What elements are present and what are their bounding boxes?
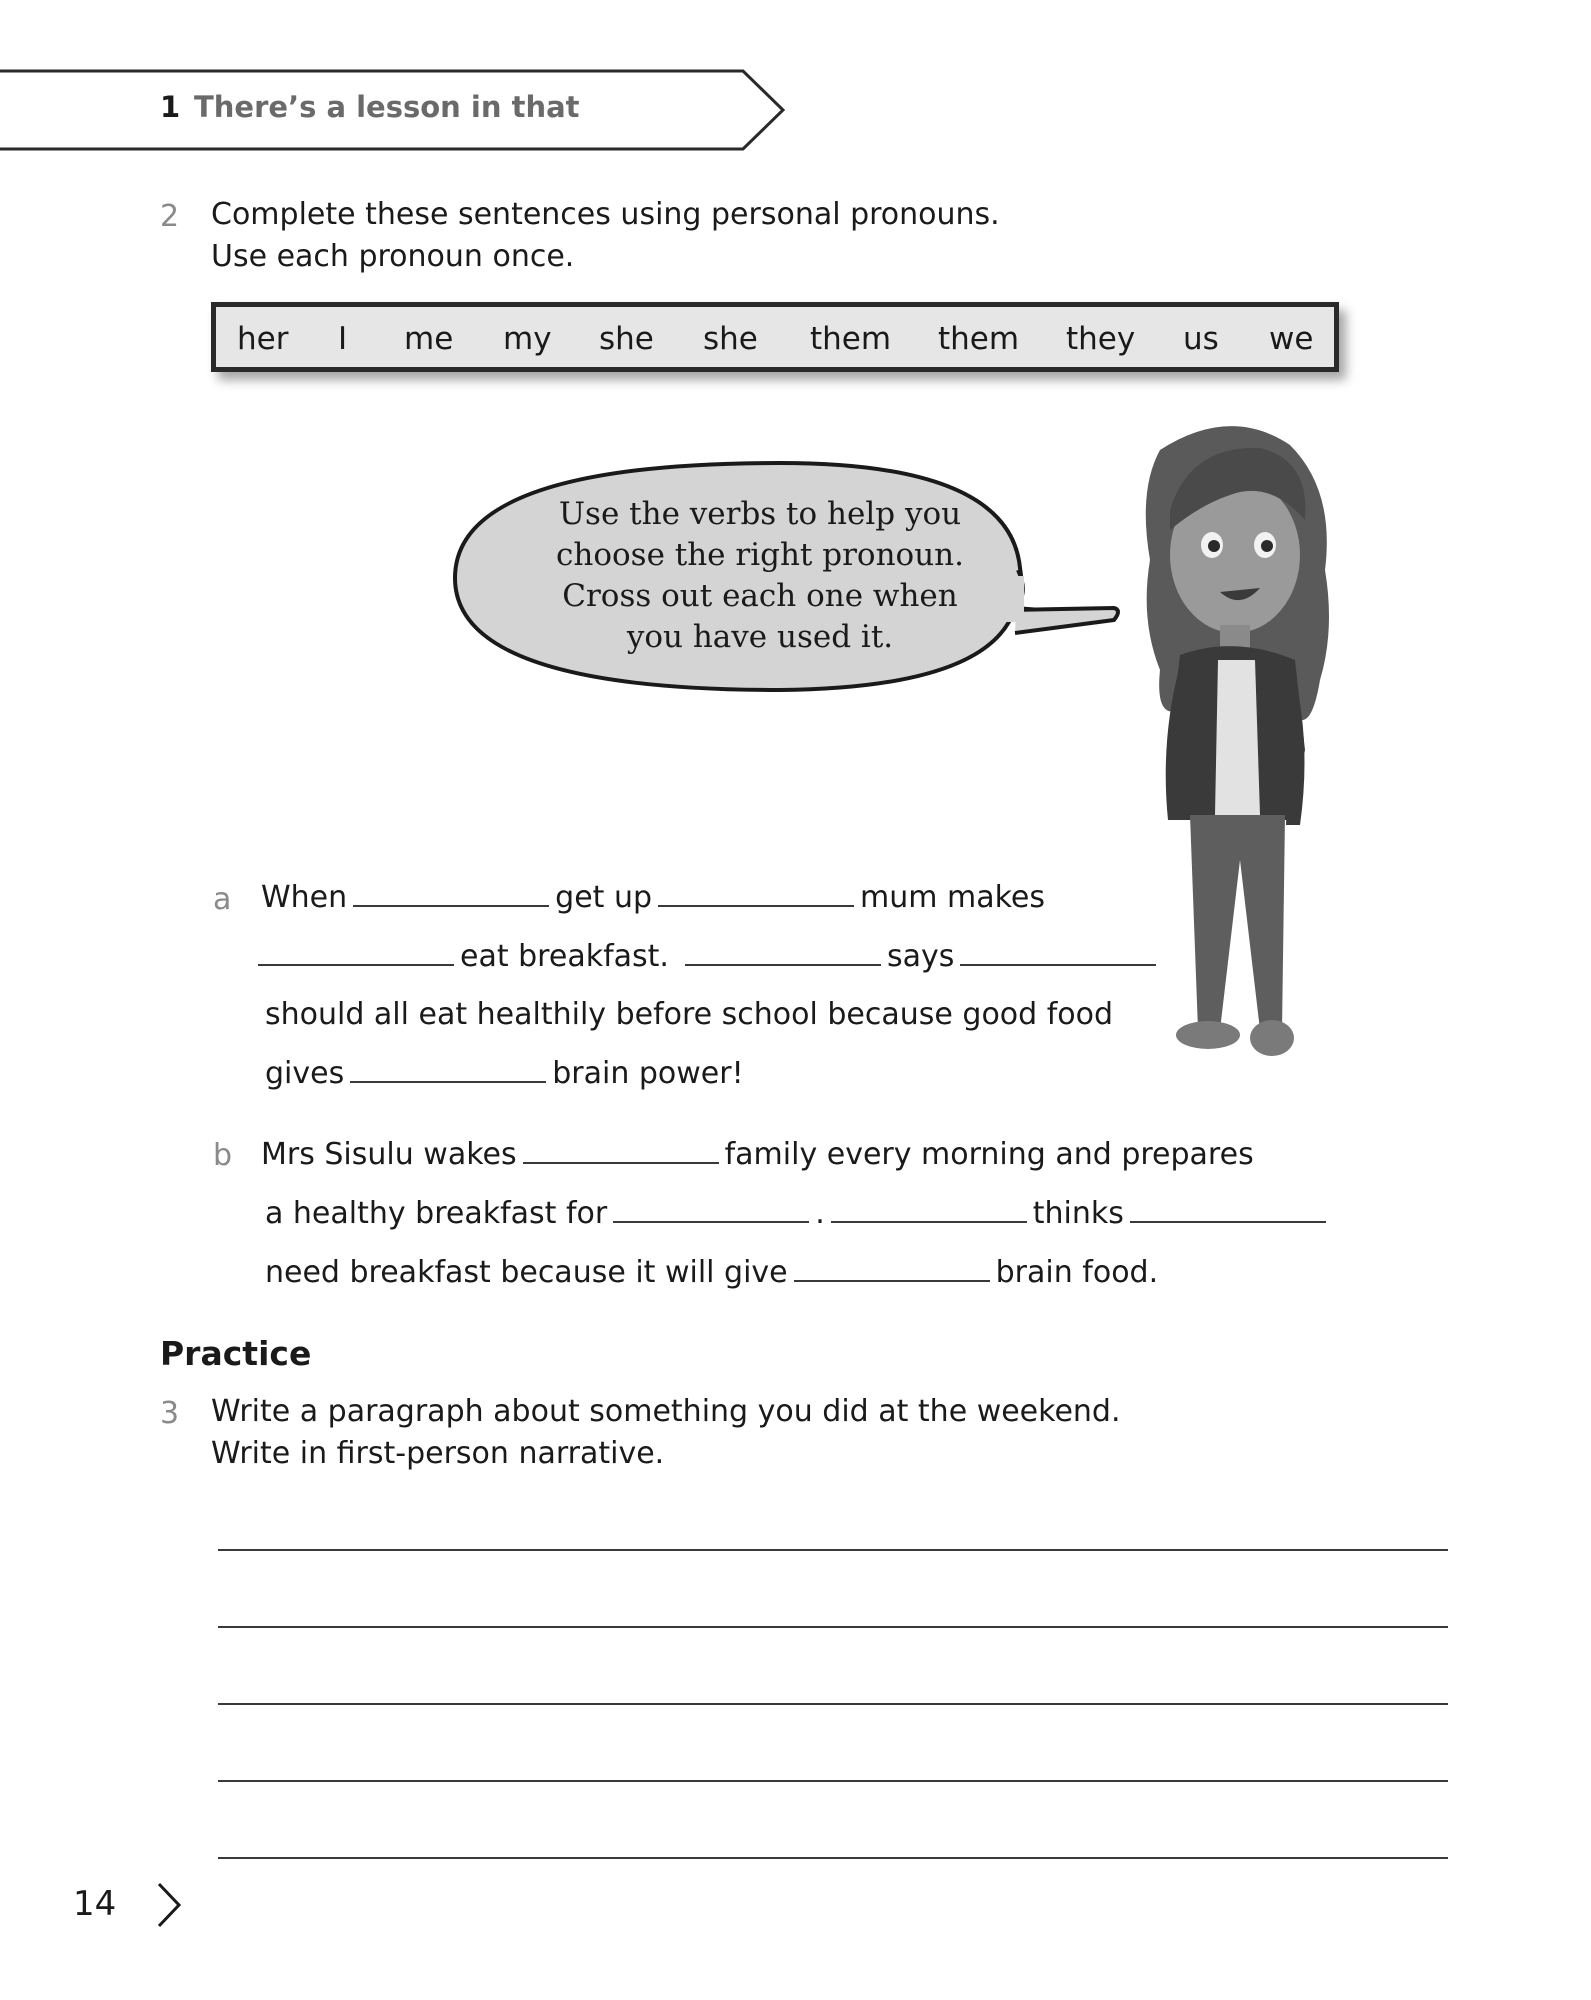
pronoun-word[interactable]: them — [938, 321, 1020, 357]
bubble-line: you have used it. — [626, 619, 894, 655]
answer-blank[interactable] — [350, 1059, 546, 1083]
pronoun-word[interactable]: she — [599, 321, 654, 357]
answer-blank[interactable] — [794, 1258, 990, 1282]
text: When — [261, 880, 348, 915]
question-3-text — [211, 1391, 1121, 1475]
speech-bubble-text — [530, 494, 990, 658]
text: mum makes — [860, 880, 1046, 915]
answer-blank[interactable] — [258, 942, 454, 966]
answer-blank[interactable] — [960, 942, 1156, 966]
question-3-number: 3 — [160, 1396, 180, 1431]
pronoun-word[interactable]: us — [1183, 321, 1219, 357]
writing-line[interactable] — [218, 1626, 1448, 1628]
answer-blank[interactable] — [523, 1140, 719, 1164]
question-2-line-2: Use each pronoun once. — [211, 239, 575, 274]
text: a healthy breakfast for — [265, 1196, 608, 1231]
chevron-right-icon[interactable] — [153, 1880, 183, 1934]
exercise-b-line-2 — [265, 1196, 1332, 1231]
practice-heading: Practice — [160, 1334, 312, 1373]
text: eat breakfast. — [460, 939, 669, 974]
exercise-a-label: a — [213, 882, 232, 917]
text: thinks — [1032, 1196, 1124, 1231]
text: need breakfast because it will give — [265, 1255, 788, 1290]
answer-blank[interactable] — [1130, 1199, 1326, 1223]
chapter-banner — [0, 68, 790, 152]
page-number: 14 — [73, 1884, 117, 1924]
question-2-number: 2 — [160, 199, 180, 234]
exercise-a-line-4 — [265, 1056, 744, 1091]
question-3-line-1: Write a paragraph about something you did at the weekend. — [211, 1394, 1121, 1429]
text: gives — [265, 1056, 345, 1091]
pronoun-word[interactable]: them — [810, 321, 892, 357]
pronoun-word[interactable]: me — [404, 321, 454, 357]
chapter-number: 1 — [160, 90, 181, 124]
answer-blank[interactable] — [353, 883, 549, 907]
chapter-title: There’s a lesson in that — [194, 90, 580, 124]
text: brain food. — [995, 1255, 1159, 1290]
exercise-a-line-1 — [261, 880, 1045, 915]
text: Mrs Sisulu wakes — [261, 1137, 517, 1172]
question-3-line-2: Write in first-person narrative. — [211, 1436, 665, 1471]
exercise-a-line-2 — [258, 939, 1162, 974]
pronoun-word[interactable]: her — [237, 321, 289, 357]
bubble-line: Use the verbs to help you — [558, 496, 962, 532]
pronoun-word[interactable]: they — [1066, 321, 1136, 357]
question-2-line-1: Complete these sentences using personal pronouns. — [211, 197, 1000, 232]
question-2-text — [211, 194, 1000, 278]
writing-line[interactable] — [218, 1857, 1448, 1859]
pronoun-word[interactable]: she — [703, 321, 758, 357]
text: . — [815, 1196, 825, 1231]
text: says — [886, 939, 955, 974]
exercise-a-line-3: should all eat healthily before school because good food — [265, 997, 1114, 1032]
exercise-b-label: b — [213, 1138, 233, 1173]
pronoun-word[interactable]: my — [503, 321, 552, 357]
bubble-line: Cross out each one when — [562, 578, 958, 614]
answer-blank[interactable] — [685, 942, 881, 966]
answer-blank[interactable] — [613, 1199, 809, 1223]
speech-bubble — [450, 458, 1130, 698]
bubble-line: choose the right pronoun. — [556, 537, 964, 573]
exercise-b-line-3 — [265, 1255, 1158, 1290]
writing-line[interactable] — [218, 1549, 1448, 1551]
pronoun-word[interactable]: we — [1269, 321, 1314, 357]
writing-line[interactable] — [218, 1703, 1448, 1705]
writing-line[interactable] — [218, 1780, 1448, 1782]
exercise-b-line-1 — [261, 1137, 1254, 1172]
pronoun-word[interactable]: I — [338, 321, 348, 357]
text: brain power! — [552, 1056, 744, 1091]
pronoun-word-box — [211, 302, 1339, 372]
answer-blank[interactable] — [658, 883, 854, 907]
text: family every morning and prepares — [724, 1137, 1254, 1172]
answer-blank[interactable] — [831, 1199, 1027, 1223]
text: get up — [555, 880, 653, 915]
girl-illustration — [1120, 420, 1350, 1120]
